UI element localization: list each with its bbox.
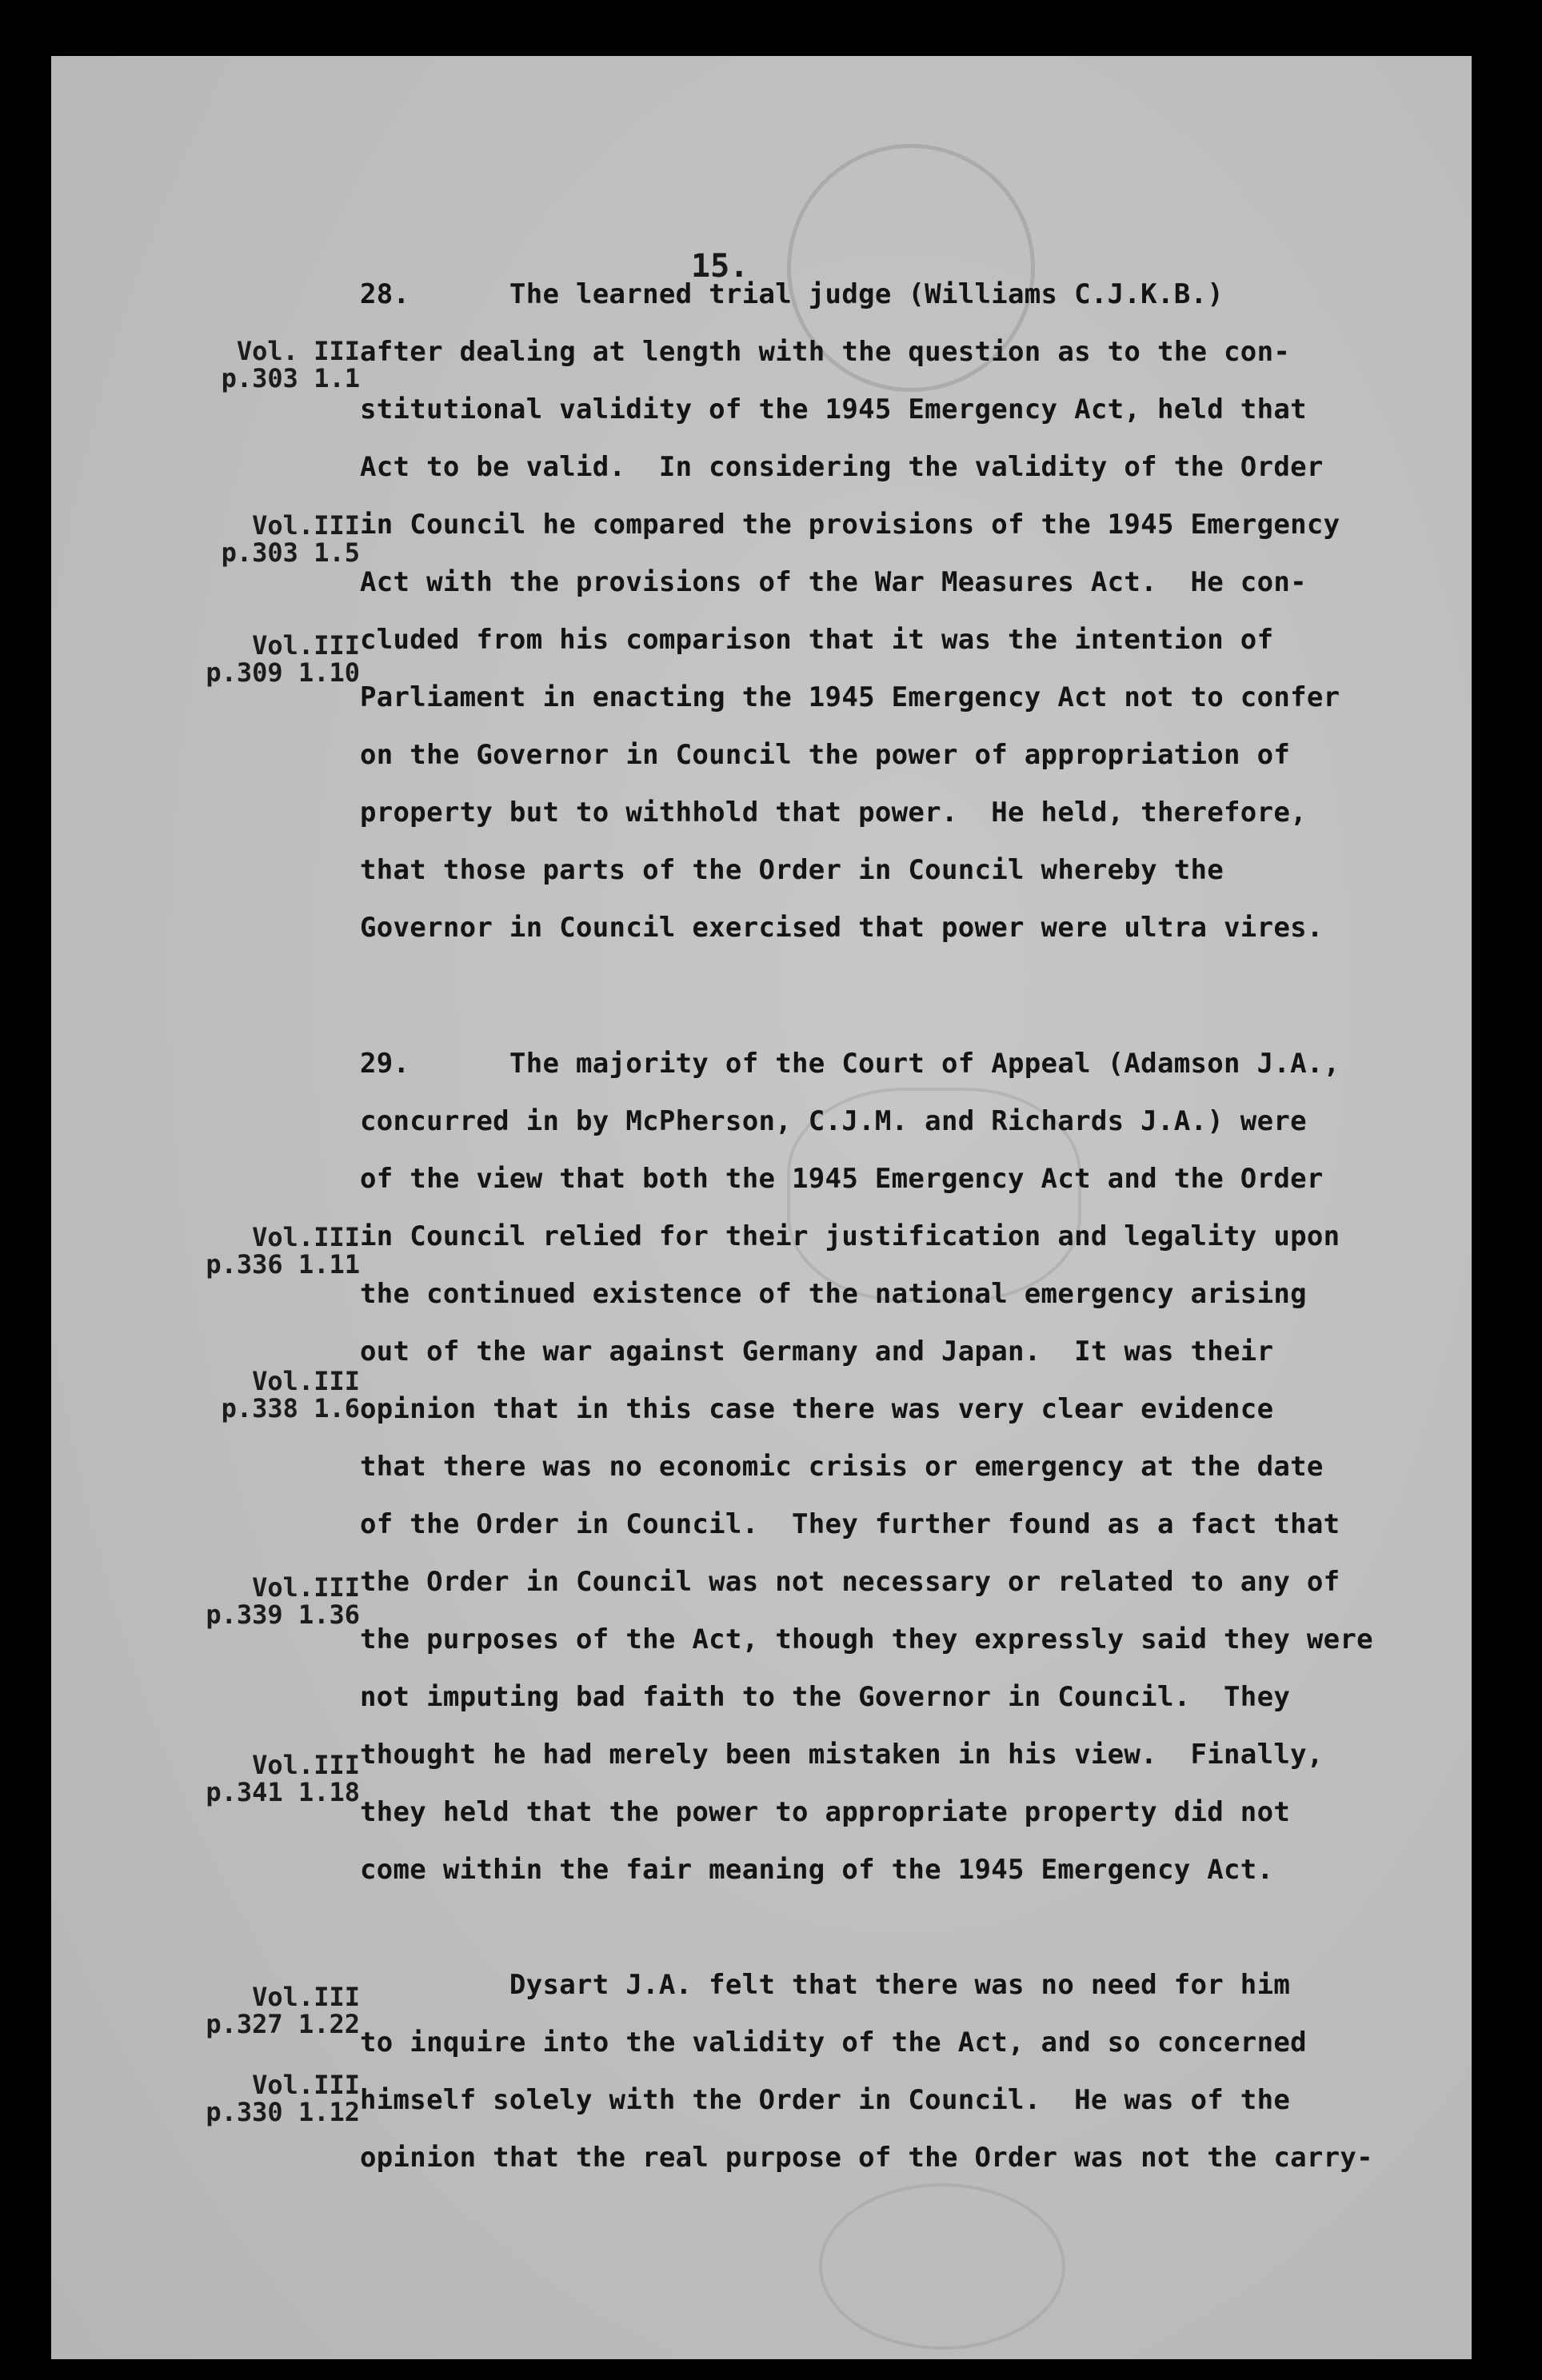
text-line: that those parts of the Order in Council whereby the <box>360 854 1224 886</box>
text-line: opinion that the real purpose of the Order was not the carry- <box>360 2142 1373 2174</box>
text-line: after dealing at length with the question as to the con- <box>360 336 1291 368</box>
margin-reference: Vol.III p.341 1.18 <box>206 1750 360 1807</box>
text-line: they held that the power to appropriate property did not <box>360 1796 1291 1828</box>
text-line: cluded from his comparison that it was the intention of <box>360 624 1274 656</box>
text-line: to inquire into the validity of the Act, and so concerned <box>360 2027 1307 2059</box>
text-line: himself solely with the Order in Council. He was of the <box>360 2084 1291 2116</box>
text-line: Act to be valid. In considering the validity of the Order <box>360 451 1324 483</box>
text-line: concurred in by McPherson, C.J.M. and Richards J.A.) were <box>360 1105 1307 1137</box>
text-line: come within the fair meaning of the 1945 Emergency Act. <box>360 1854 1274 1886</box>
text-line: stitutional validity of the 1945 Emergency Act, held that <box>360 393 1307 425</box>
text-line: on the Governor in Council the power of appropriation of <box>360 739 1291 771</box>
text-line: of the view that both the 1945 Emergency Act and the Order <box>360 1163 1324 1195</box>
margin-reference: Vol.III p.330 1.12 <box>206 2070 360 2127</box>
text-line: property but to withhold that power. He held, therefore, <box>360 797 1307 829</box>
margin-reference: Vol.III p.339 1.36 <box>206 1572 360 1630</box>
margin-reference: Vol.III p.338 1.6 <box>221 1366 360 1424</box>
text-line: that there was no economic crisis or emergency at the date <box>360 1451 1324 1483</box>
text-line: the continued existence of the national emergency arising <box>360 1278 1307 1310</box>
text-line: Dysart J.A. felt that there was no need for him <box>360 1969 1291 2001</box>
margin-reference: Vol.III p.327 1.22 <box>206 1982 360 2039</box>
text-line: Act with the provisions of the War Measures Act. He con- <box>360 566 1307 598</box>
document-page <box>51 56 1472 2359</box>
text-line: the Order in Council was not necessary or related to any of <box>360 1566 1340 1598</box>
text-line: Governor in Council exercised that power were ultra vires. <box>360 912 1324 944</box>
text-line: thought he had merely been mistaken in his view. Finally, <box>360 1739 1324 1771</box>
text-line: of the Order in Council. They further found as a fact that <box>360 1508 1340 1540</box>
text-line: 29. The majority of the Court of Appeal (Adamson J.A., <box>360 1048 1340 1080</box>
text-line: out of the war against Germany and Japan. It was their <box>360 1336 1274 1368</box>
margin-reference: Vol.III p.303 1.5 <box>221 510 360 568</box>
text-line: in Council he compared the provisions of the 1945 Emergency <box>360 509 1340 541</box>
text-line: Parliament in enacting the 1945 Emergency Act not to confer <box>360 681 1340 713</box>
text-line: 28. The learned trial judge (Williams C.J.K.B.) <box>360 278 1224 310</box>
faded-stamp <box>819 2183 1065 2350</box>
text-line: not imputing bad faith to the Governor in Council. They <box>360 1681 1291 1713</box>
page-number: 15. <box>691 248 749 285</box>
margin-reference: Vol.III p.309 1.10 <box>206 630 360 688</box>
text-line: opinion that in this case there was very clear evidence <box>360 1393 1274 1425</box>
margin-reference: Vol.III p.336 1.11 <box>206 1222 360 1280</box>
text-line: the purposes of the Act, though they expressly said they were <box>360 1623 1373 1655</box>
margin-reference: Vol. III p.303 1.1 <box>221 336 360 393</box>
text-line: in Council relied for their justification and legality upon <box>360 1220 1340 1252</box>
